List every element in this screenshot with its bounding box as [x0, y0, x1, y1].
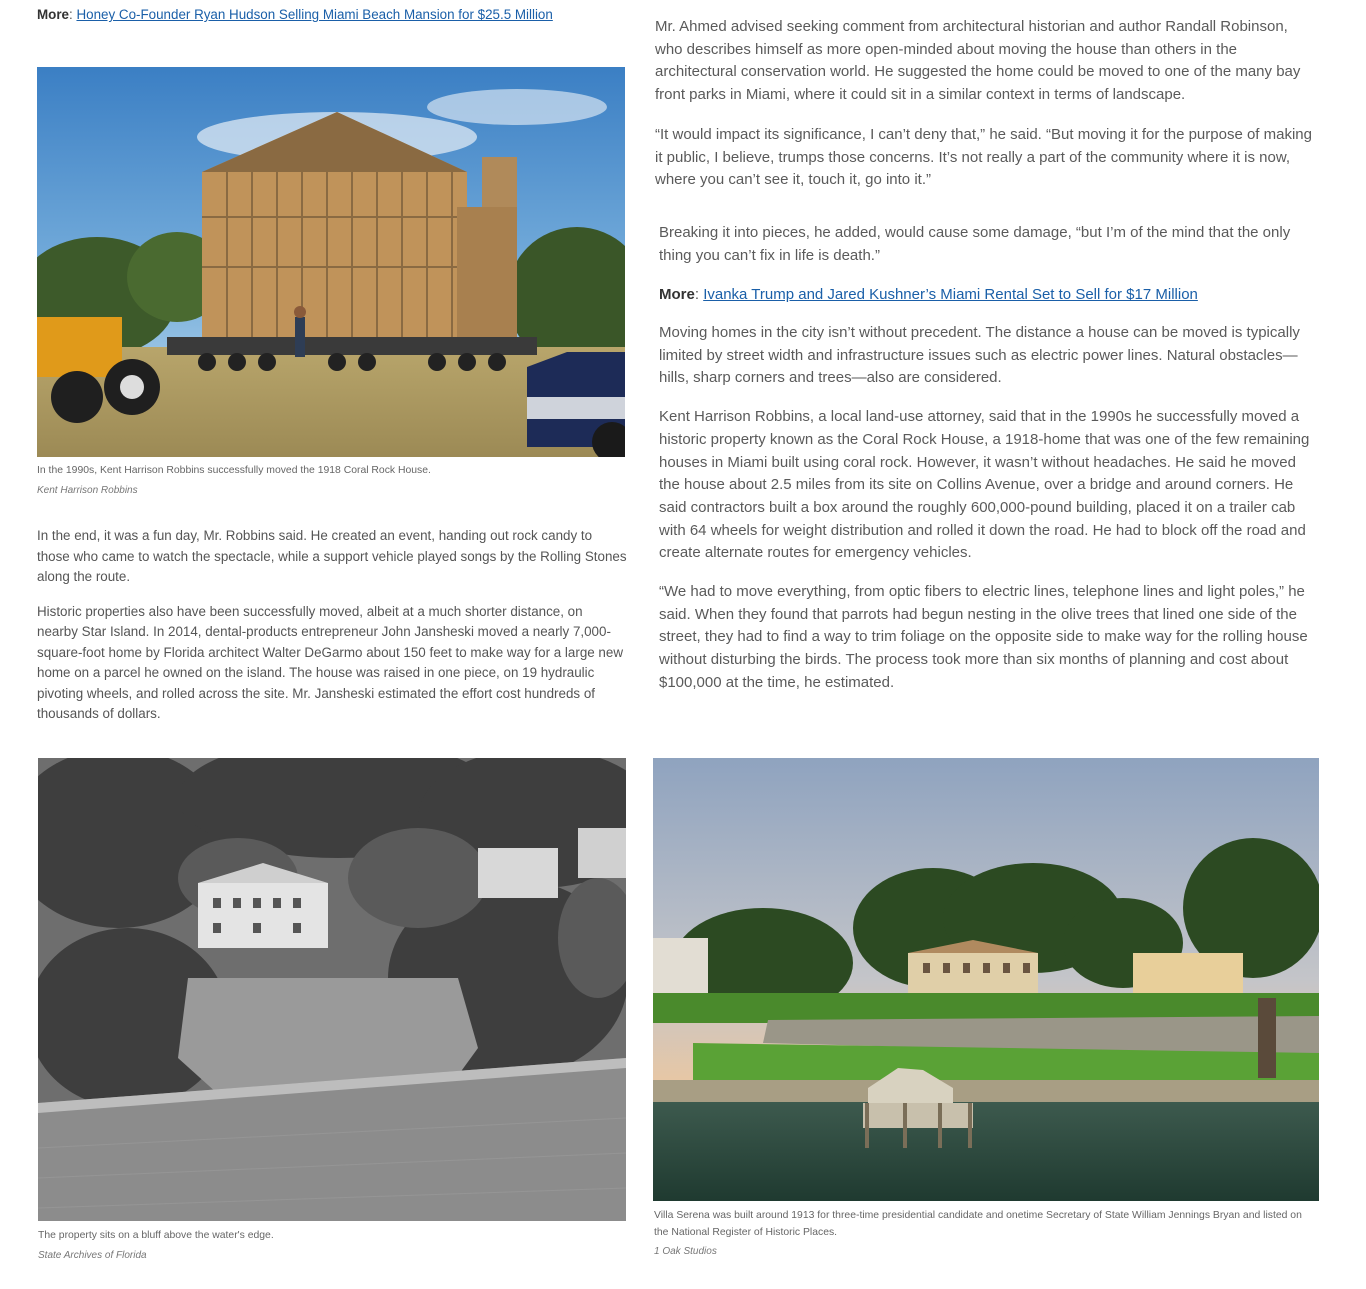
more-link-top-line: [37, 5, 637, 25]
related-article-link-ivanka[interactable]: Ivanka Trump and Jared Kushner’s Miami Rental Set to Sell for $17 Million: [703, 286, 1198, 303]
more-separator: :: [694, 286, 700, 303]
body-paragraph: Kent Harrison Robbins, a local land-use attorney, said that in the 1990s he successfully moved a historic property known as the Coral Rock House, a 1918-home that was one of the few remaining houses in Miami built using coral rock. However, it wasn’t without headaches. He said he moved the house about 2.5 miles from its site on Collins Avenue, over a bridge and around corners. He said contractors built a box around the roughly 600,000-pound building, placed it on a trailer cab with 64 wheels for weight distribution and rolled it down the road. He had to block off the road and create alternate routes for emergency vehicles.: [659, 408, 1310, 562]
figure-caption: Villa Serena was built around 1913 for three-time presidential candidate and onetime Secretary of State William Jennings Bryan and listed on the National Register of Historic Places.: [654, 1210, 1302, 1238]
more-link-mid-line: [659, 284, 1315, 306]
photo-credit: 1 Oak Studios: [654, 1246, 717, 1257]
photo-credit: Kent Harrison Robbins: [37, 484, 138, 496]
villa-serena-photo: [653, 758, 1319, 1201]
body-paragraph: “It would impact its significance, I can’t deny that,” he said. “But moving it for the purpose of making it public, I believe, trumps those concerns. It’s not really a part of the community where it is now, where you can’t see it, touch it, go into it.”: [655, 125, 1312, 189]
body-paragraph: In the end, it was a fun day, Mr. Robbins said. He created an event, handing out rock candy to those who came to watch the spectacle, while a support vehicle played songs by the Rolling Stones along the route.: [37, 528, 627, 584]
photo-credit: State Archives of Florida: [38, 1249, 147, 1261]
body-paragraph: Moving homes in the city isn’t without precedent. The distance a house can be moved is typically limited by street width and infrastructure issues such as electric power lines. Natural obstacles—hills, sharp corners and trees—also are considered.: [659, 324, 1300, 387]
related-article-link-honey[interactable]: Honey Co-Founder Ryan Hudson Selling Miami Beach Mansion for $25.5 Million: [76, 7, 553, 22]
more-label: More: [659, 286, 695, 303]
body-paragraph: Breaking it into pieces, he added, would cause some damage, “but I’m of the mind that the only thing you can’t fix in life is death.”: [659, 224, 1291, 264]
coral-rock-house-moving-photo: [37, 67, 625, 457]
figure-2-caption-block: [38, 1228, 626, 1264]
figure-caption: In the 1990s, Kent Harrison Robbins successfully moved the 1918 Coral Rock House.: [37, 465, 431, 476]
right-body-text-top: [655, 16, 1315, 192]
body-paragraph: Historic properties also have been successfully moved, albeit at a much shorter distance, on nearby Star Island. In 2014, dental-products entrepreneur John Jansheski moved a nearly 7,000-square-foot home by Florida architect Walter DeGarmo about 150 feet to make way for a large new home on a parcel he owned on the island. The house was raised in one piece, on 19 hydraulic pivoting wheels, and rolled across the site. Mr. Jansheski estimated the effort cost hundreds of thousands of dollars.: [37, 603, 623, 721]
figure-caption: The property sits on a bluff above the water's edge.: [38, 1230, 274, 1241]
aerial-archive-photo: [38, 758, 626, 1221]
figure-1-caption-block: [37, 463, 625, 499]
more-separator: :: [69, 7, 73, 22]
right-body-text-quote: [659, 222, 1315, 267]
body-paragraph: Mr. Ahmed advised seeking comment from architectural historian and author Randall Robinson, who describes himself as more open-minded about moving the house than others in the architectural conservation world. He suggested the home could be moved to one of the many bay front parks in Miami, where it could sit in a similar context in terms of landscape.: [655, 18, 1301, 104]
right-body-text-bottom: [659, 322, 1315, 695]
more-label: More: [37, 7, 69, 22]
figure-3-caption-block: [654, 1208, 1318, 1261]
left-body-text: [37, 526, 627, 725]
body-paragraph: “We had to move everything, from optic fibers to electric lines, telephone lines and light poles,” he said. When they found that parrots had begun nesting in the olive trees that lined one side of the street, they had to find a way to trim foliage on the opposite side to make way for the rolling house without disturbing the birds. The process took more than six months of planning and cost about $100,000 at the time, he estimated.: [659, 583, 1308, 691]
